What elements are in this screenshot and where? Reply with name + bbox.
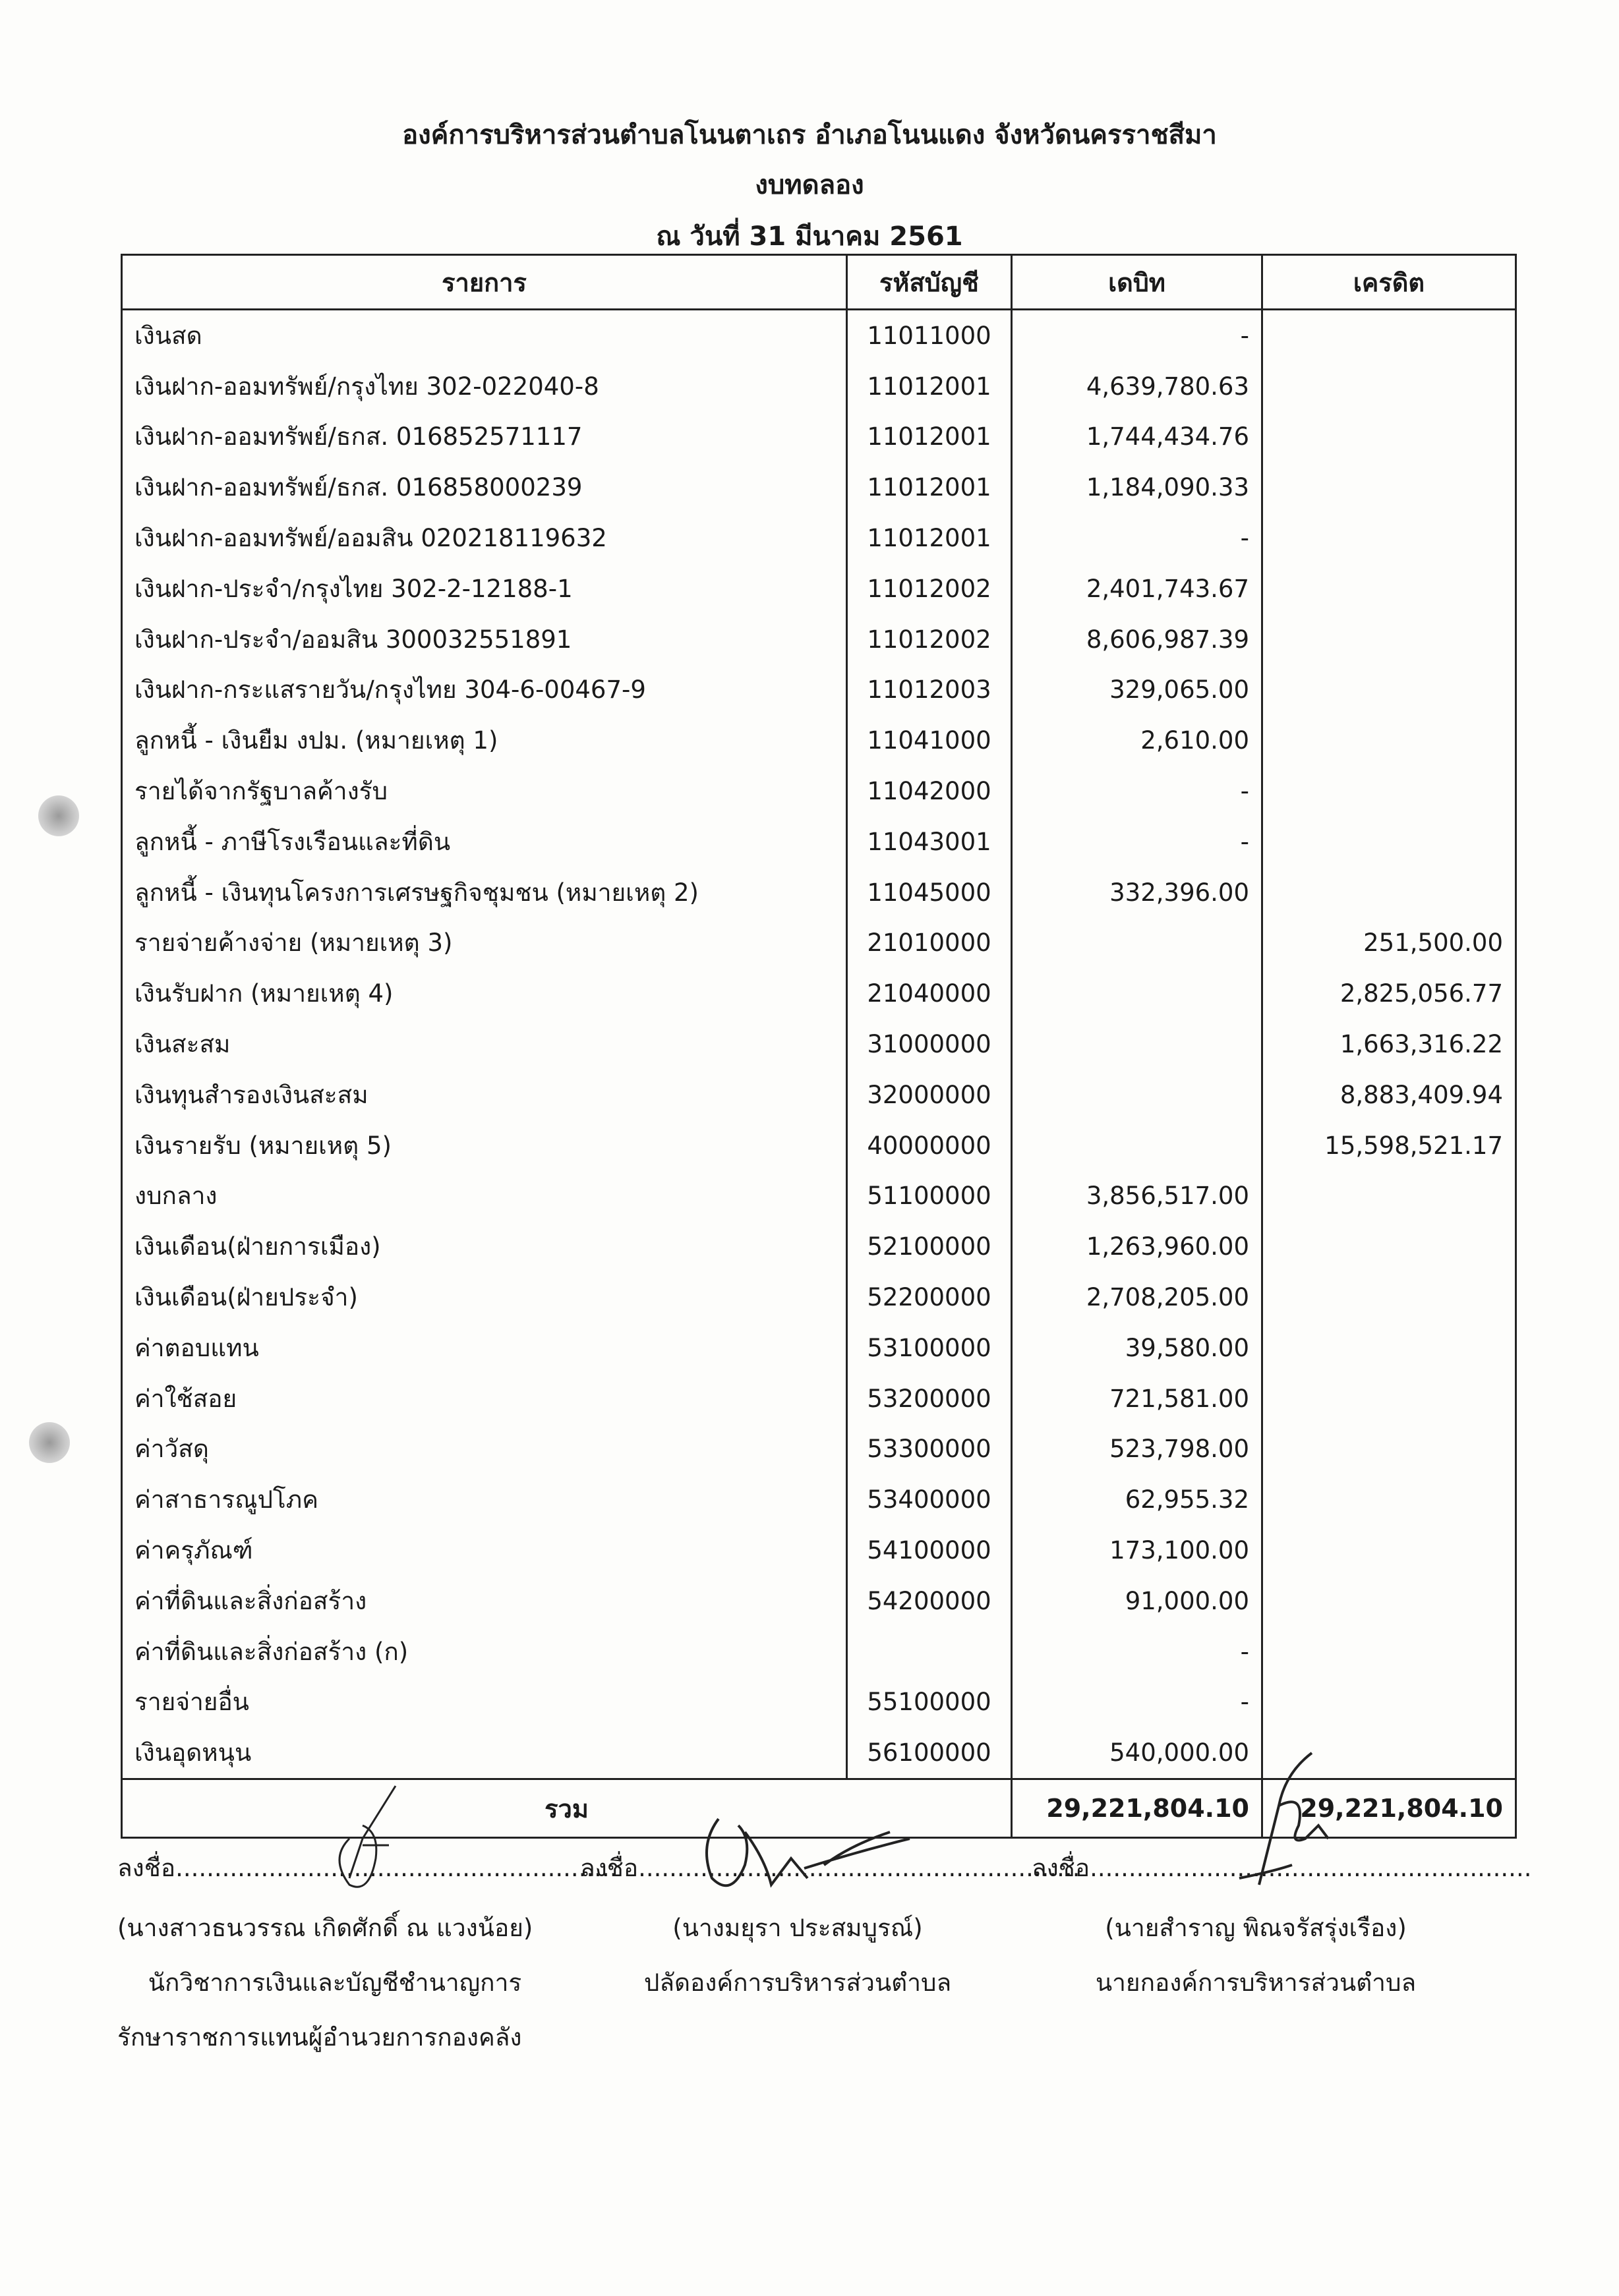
credit-amount [1262,766,1516,817]
account-name: เงินทุนสำรองเงินสะสม [122,1070,847,1120]
account-name: เงินอุดหนุน [122,1727,847,1779]
account-code: 31000000 [847,1019,1012,1070]
table-row [122,968,1516,1019]
table-row [122,766,1516,817]
debit-amount [1012,1070,1262,1120]
credit-amount [1262,1272,1516,1323]
account-name: เงินเดือน(ฝ่ายการเมือง) [122,1221,847,1272]
total-label: รวม [122,1779,1012,1838]
account-name: เงินฝาก-ประจำ/กรุงไทย 302-2-12188-1 [122,563,847,614]
credit-amount [1262,1626,1516,1677]
table-row [122,1373,1516,1424]
signatory-position: รักษาราชการแทนผู้อำนวยการกองคลัง [117,2023,522,2052]
credit-amount [1262,715,1516,766]
account-code: 11012001 [847,513,1012,563]
account-name: ค่าสาธารณูปโภค [122,1474,847,1525]
debit-amount [1012,1120,1262,1171]
credit-amount: 251,500.00 [1262,918,1516,969]
table-row [122,665,1516,716]
total-row [122,1779,1516,1838]
debit-amount: 1,263,960.00 [1012,1221,1262,1272]
credit-amount [1262,462,1516,513]
account-name: เงินฝาก-กระแสรายวัน/กรุงไทย 304-6-00467-9 [122,665,847,716]
punch-hole [29,1422,70,1463]
debit-amount: 4,639,780.63 [1012,361,1262,412]
account-code: 56100000 [847,1727,1012,1779]
document-date: ณ วันที่ 31 มีนาคม 2561 [656,221,963,252]
debit-amount: - [1012,817,1262,867]
account-name: ค่าที่ดินและสิ่งก่อสร้าง [122,1576,847,1626]
signatory-position: นักวิชาการเงินและบัญชีชำนาญการ [148,1968,522,1997]
debit-amount: 62,955.32 [1012,1474,1262,1525]
signatory-name: (นางมยุรา ประสมบูรณ์) [672,1914,923,1942]
debit-amount: 91,000.00 [1012,1576,1262,1626]
credit-amount [1262,412,1516,463]
debit-amount: 523,798.00 [1012,1424,1262,1475]
debit-amount: 3,856,517.00 [1012,1171,1262,1222]
table-row [122,1120,1516,1171]
debit-amount: - [1012,1677,1262,1728]
credit-amount [1262,513,1516,563]
trial-balance-table [121,254,1517,1839]
debit-amount: 2,708,205.00 [1012,1272,1262,1323]
account-code: 21040000 [847,968,1012,1019]
table-row [122,1323,1516,1373]
account-name: เงินสด [122,310,847,361]
table-row [122,1019,1516,1070]
table-row [122,1677,1516,1728]
signature-block-deputy [580,1849,1080,2002]
signature-line: ลงชื่อ......................................................... [117,1854,618,1882]
credit-amount [1262,563,1516,614]
debit-amount: 2,610.00 [1012,715,1262,766]
punch-hole [38,795,79,836]
account-code: 55100000 [847,1677,1012,1728]
account-name: รายจ่ายอื่น [122,1677,847,1728]
credit-amount: 2,825,056.77 [1262,968,1516,1019]
table-row [122,1424,1516,1475]
account-code: 11045000 [847,867,1012,918]
table-header-row [122,255,1516,310]
credit-amount [1262,1525,1516,1576]
account-name: ลูกหนี้ - เงินยืม งปม. (หมายเหตุ 1) [122,715,847,766]
account-code [847,1626,1012,1677]
account-name: รายได้จากรัฐบาลค้างรับ [122,766,847,817]
account-name: ค่าตอบแทน [122,1323,847,1373]
account-code: 21010000 [847,918,1012,969]
account-name: ค่าใช้สอย [122,1373,847,1424]
table-row [122,867,1516,918]
account-name: เงินฝาก-ออมทรัพย์/กรุงไทย 302-022040-8 [122,361,847,412]
account-code: 11012002 [847,614,1012,665]
account-code: 53400000 [847,1474,1012,1525]
debit-amount [1012,968,1262,1019]
credit-amount [1262,310,1516,361]
debit-amount: 332,396.00 [1012,867,1262,918]
table-row [122,918,1516,969]
table-row [122,513,1516,563]
account-name: ลูกหนี้ - เงินทุนโครงการเศรษฐกิจชุมชน (หมายเหตุ 2) [122,867,847,918]
account-code: 11012001 [847,462,1012,513]
table-row [122,310,1516,361]
signatory-position: ปลัดองค์การบริหารส่วนตำบล [643,1968,952,1997]
debit-amount [1012,1019,1262,1070]
signature-block-finance [117,1849,617,2057]
account-name: ค่าครุภัณฑ์ [122,1525,847,1576]
signatory-name: (นายสำราญ พิณจรัสรุ่งเรือง) [1105,1914,1407,1942]
total-credit: 29,221,804.10 [1262,1779,1516,1838]
account-code: 11012003 [847,665,1012,716]
debit-amount: 721,581.00 [1012,1373,1262,1424]
account-code: 11011000 [847,310,1012,361]
signature-line: ลงชื่อ......................................................... [1032,1854,1532,1882]
credit-amount: 15,598,521.17 [1262,1120,1516,1171]
account-name: เงินสะสม [122,1019,847,1070]
account-code: 11012001 [847,412,1012,463]
table-row [122,412,1516,463]
table-row [122,563,1516,614]
credit-amount: 8,883,409.94 [1262,1070,1516,1120]
organization-title: องค์การบริหารส่วนตำบลโนนตาเถร อำเภอโนนแดง จังหวัดนครราชสีมา [402,120,1217,150]
signature-line: ลงชื่อ......................................................... [580,1854,1080,1882]
credit-amount [1262,1727,1516,1779]
document-subtitle: งบทดลอง [755,170,864,200]
account-name: ค่าวัสดุ [122,1424,847,1475]
account-code: 40000000 [847,1120,1012,1171]
credit-amount [1262,361,1516,412]
debit-amount: 1,184,090.33 [1012,462,1262,513]
table-row [122,1474,1516,1525]
table-body [122,310,1516,1779]
credit-amount [1262,867,1516,918]
credit-amount [1262,1221,1516,1272]
table-row [122,715,1516,766]
column-header-debit: เดบิท [1012,255,1262,310]
debit-amount: 8,606,987.39 [1012,614,1262,665]
table-row [122,1171,1516,1222]
account-name: เงินฝาก-ออมทรัพย์/ธกส. 016858000239 [122,462,847,513]
table-row [122,614,1516,665]
account-code: 11042000 [847,766,1012,817]
account-name: เงินเดือน(ฝ่ายประจำ) [122,1272,847,1323]
total-debit: 29,221,804.10 [1012,1779,1262,1838]
table-row [122,361,1516,412]
debit-amount [1012,918,1262,969]
table-row [122,1221,1516,1272]
account-code: 52200000 [847,1272,1012,1323]
account-code: 51100000 [847,1171,1012,1222]
account-code: 53100000 [847,1323,1012,1373]
table-row [122,1727,1516,1779]
debit-amount: - [1012,513,1262,563]
credit-amount [1262,1373,1516,1424]
account-code: 11041000 [847,715,1012,766]
debit-amount: - [1012,310,1262,361]
account-name: เงินรับฝาก (หมายเหตุ 4) [122,968,847,1019]
debit-amount: - [1012,766,1262,817]
table-row [122,1626,1516,1677]
column-header-item: รายการ [122,255,847,310]
credit-amount [1262,1474,1516,1525]
debit-amount: 39,580.00 [1012,1323,1262,1373]
credit-amount [1262,817,1516,867]
debit-amount: 2,401,743.67 [1012,563,1262,614]
credit-amount [1262,665,1516,716]
credit-amount [1262,1323,1516,1373]
signature-block-mayor [1032,1849,1532,2002]
account-code: 53300000 [847,1424,1012,1475]
debit-amount: 173,100.00 [1012,1525,1262,1576]
account-code: 54100000 [847,1525,1012,1576]
table-row [122,1272,1516,1323]
account-code: 11012002 [847,563,1012,614]
table-row [122,1525,1516,1576]
account-code: 11043001 [847,817,1012,867]
account-name: ค่าที่ดินและสิ่งก่อสร้าง (ก) [122,1626,847,1677]
account-name: งบกลาง [122,1171,847,1222]
debit-amount: 540,000.00 [1012,1727,1262,1779]
account-name: รายจ่ายค้างจ่าย (หมายเหตุ 3) [122,918,847,969]
account-code: 11012001 [847,361,1012,412]
table-row [122,1576,1516,1626]
credit-amount [1262,614,1516,665]
credit-amount [1262,1576,1516,1626]
account-name: เงินฝาก-ออมทรัพย์/ออมสิน 020218119632 [122,513,847,563]
account-name: เงินฝาก-ออมทรัพย์/ธกส. 016852571117 [122,412,847,463]
account-name: เงินรายรับ (หมายเหตุ 5) [122,1120,847,1171]
signatory-name: (นางสาวธนวรรณ เกิดศักดิ์ ณ แวงน้อย) [117,1914,533,1942]
credit-amount [1262,1424,1516,1475]
credit-amount: 1,663,316.22 [1262,1019,1516,1070]
debit-amount: 329,065.00 [1012,665,1262,716]
credit-amount [1262,1677,1516,1728]
account-code: 54200000 [847,1576,1012,1626]
table-row [122,1070,1516,1120]
table-row [122,462,1516,513]
credit-amount [1262,1171,1516,1222]
account-code: 52100000 [847,1221,1012,1272]
account-code: 53200000 [847,1373,1012,1424]
column-header-credit: เครดิต [1262,255,1516,310]
account-name: ลูกหนี้ - ภาษีโรงเรือนและที่ดิน [122,817,847,867]
table-row [122,817,1516,867]
debit-amount: 1,744,434.76 [1012,412,1262,463]
debit-amount: - [1012,1626,1262,1677]
signatory-position: นายกองค์การบริหารส่วนตำบล [1095,1968,1417,1997]
account-name: เงินฝาก-ประจำ/ออมสิน 300032551891 [122,614,847,665]
account-code: 32000000 [847,1070,1012,1120]
column-header-code: รหัสบัญชี [847,255,1012,310]
